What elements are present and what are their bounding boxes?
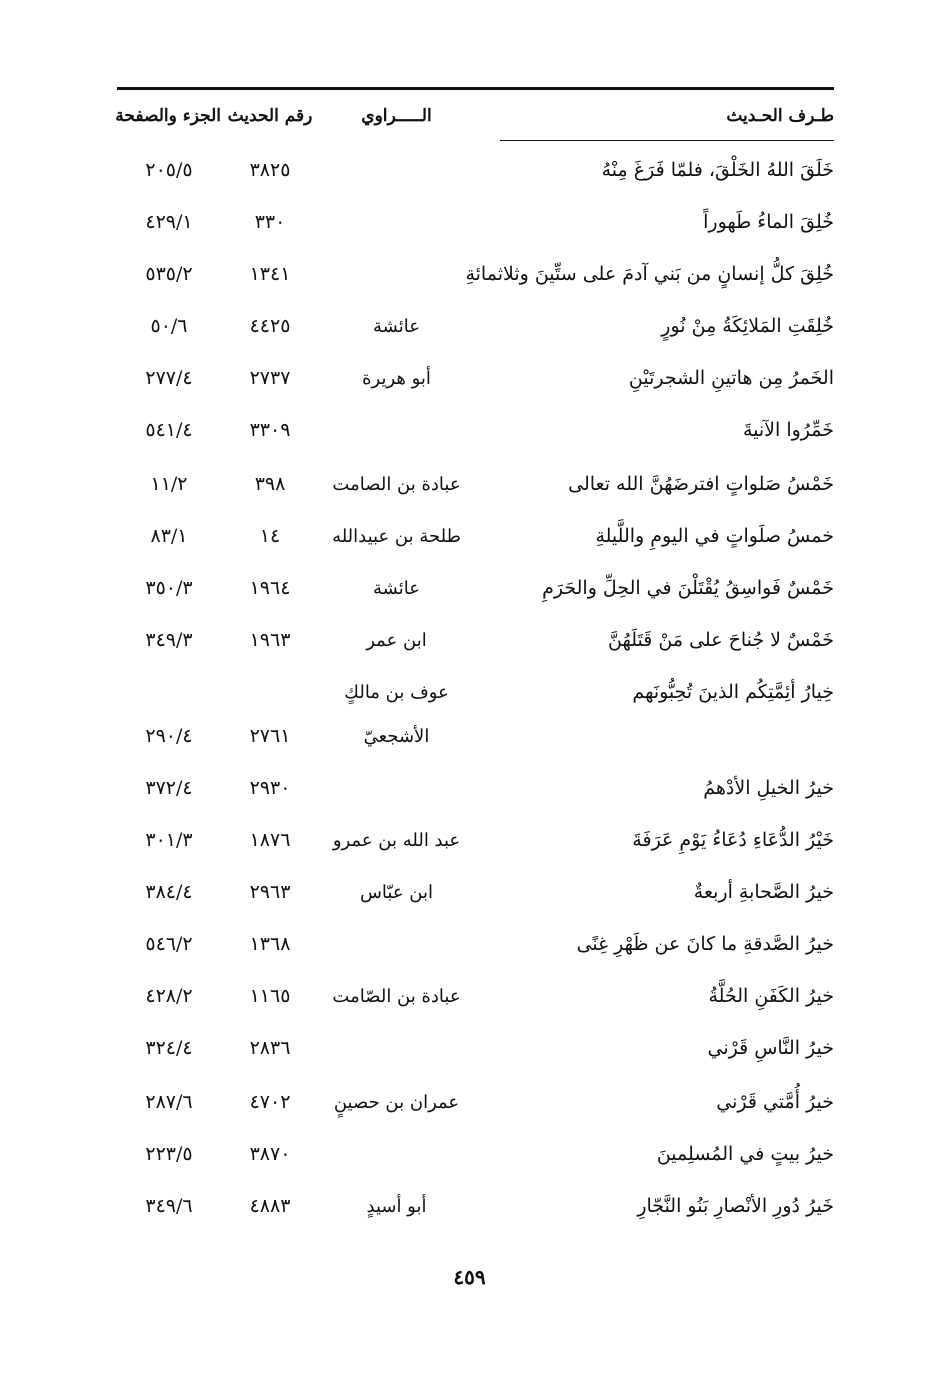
table-row	[117, 202, 834, 242]
number-cell: ٢٩٦٣	[249, 881, 291, 903]
number-cell: ٢٨٣٦	[249, 1037, 291, 1059]
rawi-cell: أبو هريرة	[362, 367, 431, 389]
hadith-cell: خيرُ الخيلِ الأدْهمُ	[703, 777, 834, 799]
rawi-cell: ابن عبّاس	[359, 881, 434, 903]
number-cell: ١٩٦٣	[249, 629, 291, 651]
page-cell: ٢٠٥/٥	[145, 159, 193, 181]
number-cell: ٣٩٨	[254, 473, 286, 495]
page-cell: ٣٢٤/٤	[145, 1037, 193, 1059]
hadith-cell: خُلِقَتِ المَلائِكَةُ مِنْ نُورٍ	[661, 315, 834, 337]
rawi-cell: عمران بن حصينٍ	[333, 1091, 460, 1113]
table-row	[117, 976, 834, 1016]
table-row	[117, 768, 834, 808]
number-cell: ١٩٦٤	[249, 577, 291, 599]
page-cell: ٥٠/٦	[150, 315, 188, 337]
table-row	[117, 820, 834, 860]
table-row	[117, 872, 834, 912]
table-row	[117, 1082, 834, 1122]
hadith-cell: خَمْسٌ لا جُناحَ على مَنْ قَتَلَهُنَّ	[608, 629, 834, 651]
page-cell: ٢٢٣/٥	[145, 1143, 193, 1165]
hadith-cell: خِيارُ أئِمَّتِكُم الذينَ تُحِبُّونَهم	[632, 681, 834, 703]
rawi-cell: عبادة بن الصّامت	[332, 985, 461, 1007]
top-rule	[117, 87, 834, 90]
page-cell: ٥٤٦/٢	[145, 933, 193, 955]
number-cell: ٢٧٣٧	[249, 367, 291, 389]
page-number: ٤٥٩	[453, 1265, 486, 1289]
number-cell: ١٣٦٨	[249, 933, 291, 955]
page-cell: ٥٤١/٤	[145, 419, 193, 441]
header-hadith: طـرف الحـديث	[726, 106, 834, 126]
table-header	[117, 96, 834, 136]
table-row	[117, 568, 834, 608]
table-row	[117, 924, 834, 964]
number-cell: ٢٧٦١	[249, 725, 291, 747]
rawi-cell: عبد الله بن عمرو	[332, 829, 461, 851]
hadith-cell: خَمِّرُوا الآنيةَ	[742, 419, 834, 441]
page-cell: ٣٥٠/٣	[145, 577, 193, 599]
page-cell: ٣٨٤/٤	[145, 881, 193, 903]
table-row	[117, 410, 834, 450]
page-cell: ٨٣/١	[150, 525, 188, 547]
table-row	[117, 254, 834, 294]
page-cell: ٢٩٠/٤	[145, 725, 193, 747]
header-page: الجزء والصفحة	[115, 106, 221, 126]
page-cell: ٤٢٩/١	[145, 211, 193, 233]
table-row	[117, 306, 834, 346]
number-cell: ٤٤٢٥	[249, 315, 291, 337]
hadith-cell: خيرُ الصَّدقةِ ما كانَ عن ظَهْرِ غِنًى	[576, 933, 834, 955]
header-underline	[500, 140, 834, 141]
hadith-cell: خمسُ صلَواتٍ في اليومِ واللَّيلةِ	[595, 525, 834, 547]
rawi-cell: طلحة بن عبيدالله	[332, 525, 461, 547]
number-cell: ٤٨٨٣	[249, 1195, 291, 1217]
number-cell: ١١٦٥	[249, 985, 291, 1007]
rawi-cell: عائشة	[373, 315, 420, 337]
number-cell: ٣٣٠	[254, 211, 286, 233]
hadith-cell: خَمْسٌ فَواسِقُ يُقْتَلْنَ في الحِلِّ والحَرَمِ	[542, 577, 834, 599]
table-row	[117, 150, 834, 190]
hadith-cell: خَيرُ دُورِ الأنْصارِ بَنُو النَّجّارِ	[637, 1195, 834, 1217]
hadith-cell: خُلِقَ الماءُ طَهوراً	[703, 211, 834, 233]
table-row	[117, 716, 834, 756]
table-row	[117, 1134, 834, 1174]
hadith-cell: خيرُ أُمَّتي قَرْني	[716, 1091, 834, 1113]
page-cell: ٤٢٨/٢	[145, 985, 193, 1007]
page-cell: ٣٧٢/٤	[145, 777, 193, 799]
hadith-cell: خَيْرُ الدُّعَاءِ دُعَاءُ يَوْمِ عَرَفَةَ	[632, 829, 834, 851]
number-cell: ٣٣٠٩	[249, 419, 291, 441]
number-cell: ٤٧٠٢	[249, 1091, 291, 1113]
hadith-cell: خَلَقَ اللهُ الخَلْقَ، فلمّا فَرَغَ مِنْهُ	[601, 159, 834, 181]
number-cell: ١٨٧٦	[249, 829, 291, 851]
page-cell: ٣٤٩/٣	[145, 629, 193, 651]
number-cell: ١٤	[259, 525, 281, 547]
hadith-cell: خيرُ الصَّحابةِ أربعةٌ	[693, 881, 834, 903]
rawi-cell: عوف بن مالكٍ	[344, 681, 449, 703]
page-cell: ٣٠١/٣	[145, 829, 193, 851]
hadith-cell: خُلِقَ كلُّ إنسانٍ من بَني آدمَ على ستِّينَ وثلاثمائةِ	[465, 263, 834, 285]
table-row	[117, 1186, 834, 1226]
rawi-cell: أبو أسيدٍ	[366, 1195, 427, 1217]
number-cell: ٣٨٧٠	[249, 1143, 291, 1165]
table-row	[117, 358, 834, 398]
number-cell: ١٣٤١	[249, 263, 291, 285]
rawi-cell: عبادة بن الصامت	[332, 473, 461, 495]
page-cell: ٥٣٥/٢	[145, 263, 193, 285]
hadith-cell: خيرُ بيتٍ في المُسلِمينَ	[656, 1143, 834, 1165]
header-rawi: الـــــراوي	[361, 106, 432, 126]
hadith-cell: الخَمرُ مِن هاتينِ الشجرتَيْنِ	[628, 367, 834, 389]
table-row	[117, 516, 834, 556]
page-cell: ١١/٢	[150, 473, 188, 495]
table-row	[117, 620, 834, 660]
header-number: رقم الحديث	[227, 106, 313, 126]
table-row	[117, 1028, 834, 1068]
hadith-cell: خَمْسُ صَلواتٍ افترضَهُنَّ الله تعالى	[568, 473, 834, 495]
table-row	[117, 464, 834, 504]
number-cell: ٢٩٣٠	[249, 777, 291, 799]
hadith-cell: خيرُ الكَفَنِ الحُلَّةُ	[708, 985, 834, 1007]
rawi-cell: ابن عمر	[366, 629, 427, 651]
rawi-cell: الأشجعيّ	[363, 725, 430, 747]
number-cell: ٣٨٢٥	[249, 159, 291, 181]
table-row	[117, 672, 834, 712]
page-cell: ٣٤٩/٦	[145, 1195, 193, 1217]
hadith-cell: خيرُ النَّاسِ قَرْني	[707, 1037, 834, 1059]
rawi-cell: عائشة	[373, 577, 420, 599]
page-cell: ٢٨٧/٦	[145, 1091, 193, 1113]
page-cell: ٢٧٧/٤	[145, 367, 193, 389]
